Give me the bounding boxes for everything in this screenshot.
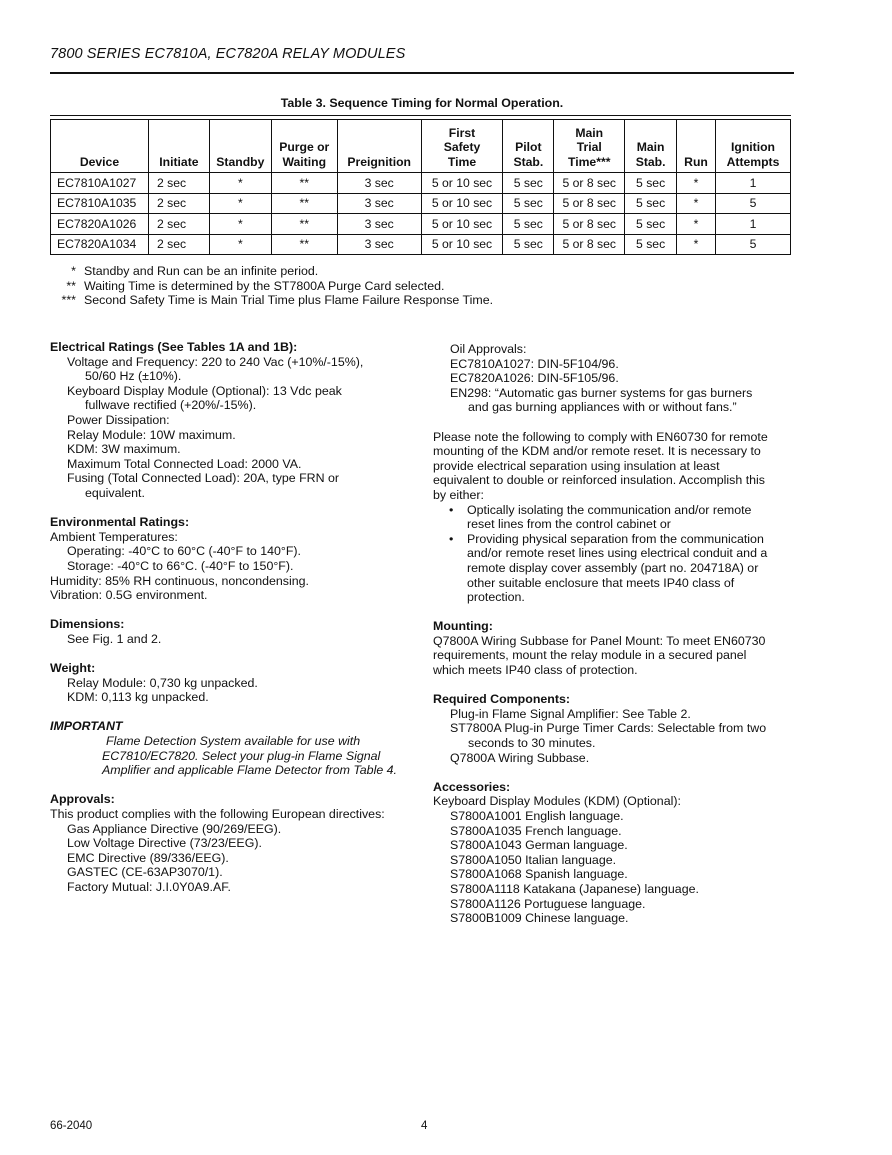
required-components-section	[433, 692, 795, 765]
table-cell: 5 or 10 sec	[421, 234, 503, 255]
text-line: reset lines from the control cabinet or	[467, 517, 671, 532]
text-line: Q7800A Wiring Subbase.	[450, 750, 590, 765]
important-heading: IMPORTANT	[50, 719, 123, 734]
text-line: Vibration: 0.5G environment.	[50, 588, 208, 603]
table-cell: 1	[716, 173, 791, 194]
text-line: and gas burning appliances with or without fans.”	[468, 400, 737, 415]
list-item: Factory Mutual: J.I.0Y0A9.AF.	[67, 879, 231, 894]
document-number: 66-2040	[50, 1120, 93, 1132]
text-line: Oil Approvals:	[450, 342, 527, 356]
text-line: Amplifier and applicable Flame Detector from Table 4.	[102, 763, 397, 778]
col-header-ignition-attempts: Ignition Attempts	[716, 120, 791, 173]
table-cell: 5 or 8 sec	[554, 173, 625, 194]
text-line: Keyboard Display Modules (KDM) (Optional):	[433, 794, 681, 809]
text-line: Providing physical separation from the communication	[467, 531, 764, 546]
table-cell: EC7810A1027	[51, 173, 149, 194]
table-cell: 5	[716, 193, 791, 214]
table-cell: **	[271, 234, 337, 255]
list-item: GASTEC (CE-63AP3070/1).	[67, 865, 223, 880]
section-heading: Approvals:	[50, 792, 115, 807]
table-title-rule	[50, 115, 791, 116]
table-cell: **	[271, 214, 337, 235]
col-header-main-stab: Main Stab.	[625, 120, 677, 173]
text-line: Maximum Total Connected Load: 2000 VA.	[67, 456, 302, 471]
table-cell: 5 sec	[625, 214, 677, 235]
environmental-ratings-section	[50, 515, 420, 603]
table-cell: *	[209, 214, 271, 235]
text-line: Humidity: 85% RH continuous, noncondensing.	[50, 573, 309, 588]
footnote-text: Second Safety Time is Main Trial Time plus Flame Failure Response Time.	[84, 293, 494, 308]
text-line: Relay Module: 0,730 kg unpacked.	[67, 675, 258, 690]
table-title: Table 3. Sequence Timing for Normal Operation.	[280, 96, 564, 110]
text-line: fullwave rectified (+20%/-15%).	[85, 398, 257, 413]
footnote-mark: ***	[61, 293, 76, 308]
text-line: equivalent to double or reinforced insulation. Accomplish this	[433, 473, 765, 488]
table-cell: 5 or 10 sec	[421, 214, 503, 235]
table-cell: 5 sec	[503, 214, 554, 235]
text-line: EC7810A1027: DIN-5F104/96.	[450, 356, 619, 371]
bullet-icon: •	[449, 502, 454, 517]
table-cell: *	[677, 214, 716, 235]
table-cell: 5 or 10 sec	[421, 173, 503, 194]
header-rule	[50, 72, 794, 74]
table-cell: 3 sec	[337, 214, 421, 235]
table-cell: EC7820A1026	[51, 214, 149, 235]
bullet-icon: •	[449, 531, 454, 546]
col-header-preignition: Preignition	[337, 120, 421, 173]
table-cell: 1	[716, 214, 791, 235]
text-line: Flame Detection System available for use with	[106, 734, 361, 749]
table-cell: 5 sec	[503, 193, 554, 214]
text-line: Fusing (Total Connected Load): 20A, type FRN or	[67, 471, 340, 486]
section-heading: Accessories:	[433, 779, 511, 794]
table-cell: EC7810A1035	[51, 193, 149, 214]
col-header-pilot-stab: Pilot Stab.	[503, 120, 554, 173]
section-heading: Dimensions:	[50, 617, 125, 632]
table-row	[51, 193, 791, 214]
footnote-text: Waiting Time is determined by the ST7800A Purge Card selected.	[84, 278, 445, 293]
list-item: S7800A1043 German language.	[450, 838, 628, 853]
list-item: S7800A1068 Spanish language.	[450, 867, 628, 882]
text-line: EC7810/EC7820. Select your plug-in Flame Signal	[102, 748, 381, 763]
important-notice	[50, 719, 420, 777]
table-cell: *	[677, 193, 716, 214]
footnote	[50, 264, 794, 279]
page-number: 4	[421, 1120, 428, 1132]
text-line: EC7820A1026: DIN-5F105/96.	[450, 371, 619, 386]
bullet-item	[433, 532, 795, 605]
table-row	[51, 214, 791, 235]
page-header-title: 7800 SERIES EC7810A, EC7820A RELAY MODULES	[50, 46, 406, 62]
list-item: S7800A1126 Portuguese language.	[450, 896, 646, 911]
table-row	[51, 173, 791, 194]
table-cell: 3 sec	[337, 193, 421, 214]
table-cell: 5 or 8 sec	[554, 193, 625, 214]
table-header-row	[51, 120, 791, 173]
text-line: and/or remote reset lines using electrical conduit and a	[467, 546, 768, 561]
footnote-mark: *	[71, 264, 76, 278]
table-cell: 5 or 10 sec	[421, 193, 503, 214]
table-cell: 3 sec	[337, 234, 421, 255]
text-line: Relay Module: 10W maximum.	[67, 427, 236, 442]
en60730-note	[433, 430, 795, 605]
col-header-first-safety: First Safety Time	[421, 120, 503, 173]
footnote	[50, 293, 794, 308]
text-line: other suitable enclosure that meets IP40 class of	[467, 575, 735, 590]
table-cell: *	[209, 234, 271, 255]
text-line: by either:	[433, 487, 484, 502]
text-line: Keyboard Display Module (Optional): 13 Vdc peak	[67, 383, 342, 398]
text-line: This product complies with the following European directives:	[50, 807, 385, 821]
list-item: S7800A1118 Katakana (Japanese) language.	[450, 881, 699, 896]
list-item: Gas Appliance Directive (90/269/EEG).	[67, 821, 282, 836]
text-line: which meets IP40 class of protection.	[433, 663, 638, 678]
text-line: Operating: -40°C to 60°C (-40°F to 140°F).	[67, 544, 302, 559]
table-cell: 2 sec	[148, 234, 209, 255]
text-line: Power Dissipation:	[67, 412, 170, 427]
col-header-run: Run	[677, 120, 716, 173]
oil-approvals-section	[433, 342, 795, 415]
text-line: equivalent.	[85, 485, 145, 500]
text-line: provide electrical separation using insulation at least	[433, 458, 720, 473]
table-cell: *	[677, 173, 716, 194]
table-cell: **	[271, 193, 337, 214]
text-line: Voltage and Frequency: 220 to 240 Vac (+10%/-15%),	[67, 354, 364, 369]
text-line: EN298: “Automatic gas burner systems for gas burners	[450, 385, 753, 400]
text-line: Ambient Temperatures:	[50, 529, 178, 544]
weight-section	[50, 661, 420, 705]
text-line: KDM: 0,113 kg unpacked.	[67, 690, 209, 705]
col-header-main-trial: Main Trial Time***	[554, 120, 625, 173]
accessories-section	[433, 780, 795, 926]
text-line: Please note the following to comply with EN60730 for remote	[433, 429, 768, 444]
table-cell: 5	[716, 234, 791, 255]
list-item: S7800A1050 Italian language.	[450, 852, 617, 867]
section-heading: Weight:	[50, 661, 96, 676]
list-item: EMC Directive (89/336/EEG).	[67, 850, 229, 865]
table-row	[51, 234, 791, 255]
text-line: remote display cover assembly (part no. 204718A) or	[467, 560, 759, 575]
table-cell: 2 sec	[148, 214, 209, 235]
table-cell: 5 or 8 sec	[554, 214, 625, 235]
section-heading: Required Components:	[433, 692, 570, 707]
table-cell: *	[209, 173, 271, 194]
text-line: Storage: -40°C to 66°C. (-40°F to 150°F).	[67, 558, 294, 573]
text-line: ST7800A Plug-in Purge Timer Cards: Selectable from two	[450, 721, 767, 736]
table-cell: *	[677, 234, 716, 255]
table-cell: 5 sec	[625, 234, 677, 255]
text-line: Q7800A Wiring Subbase for Panel Mount: To meet EN60730	[433, 633, 766, 648]
table-cell: 5 or 8 sec	[554, 234, 625, 255]
text-line: mounting of the KDM and/or remote reset. It is necessary to	[433, 444, 761, 459]
bullet-item	[433, 503, 795, 532]
section-heading: Environmental Ratings:	[50, 515, 190, 530]
sequence-timing-table	[50, 119, 791, 255]
mounting-section	[433, 619, 795, 677]
dimensions-section	[50, 617, 420, 646]
table-cell: 5 sec	[625, 193, 677, 214]
table-cell: 2 sec	[148, 193, 209, 214]
table-cell: *	[209, 193, 271, 214]
approvals-section	[50, 792, 420, 894]
text-line: requirements, mount the relay module in a secured panel	[433, 648, 747, 663]
list-item: S7800A1001 English language.	[450, 809, 624, 823]
table-footnotes	[50, 264, 794, 308]
col-header-standby: Standby	[209, 120, 271, 173]
footnote	[50, 279, 794, 294]
col-header-purge: Purge or Waiting	[271, 120, 337, 173]
section-heading: Mounting:	[433, 619, 493, 634]
text-line: seconds to 30 minutes.	[468, 736, 596, 751]
table-cell: 5 sec	[503, 234, 554, 255]
electrical-ratings-section	[50, 340, 420, 501]
table-cell: 2 sec	[148, 173, 209, 194]
text-line: See Fig. 1 and 2.	[67, 631, 162, 646]
text-line: 50/60 Hz (±10%).	[85, 369, 182, 384]
footnote-mark: **	[66, 278, 76, 293]
footnote-text: Standby and Run can be an infinite period.	[84, 264, 319, 278]
text-line: KDM: 3W maximum.	[67, 442, 181, 457]
col-header-device: Device	[51, 120, 149, 173]
table-cell: 3 sec	[337, 173, 421, 194]
table-cell: EC7820A1034	[51, 234, 149, 255]
table-cell: 5 sec	[503, 173, 554, 194]
list-item: Low Voltage Directive (73/23/EEG).	[67, 836, 262, 851]
table-cell: 5 sec	[625, 173, 677, 194]
text-line: protection.	[467, 590, 525, 605]
section-heading: Electrical Ratings (See Tables 1A and 1B):	[50, 340, 298, 354]
text-line: Plug-in Flame Signal Amplifier: See Table 2.	[450, 706, 691, 721]
col-header-initiate: Initiate	[148, 120, 209, 173]
table-cell: **	[271, 173, 337, 194]
list-item: S7800B1009 Chinese language.	[450, 911, 629, 926]
text-line: Optically isolating the communication and/or remote	[467, 502, 752, 517]
list-item: S7800A1035 French language.	[450, 823, 622, 838]
left-column	[50, 340, 420, 909]
right-column	[433, 342, 795, 940]
